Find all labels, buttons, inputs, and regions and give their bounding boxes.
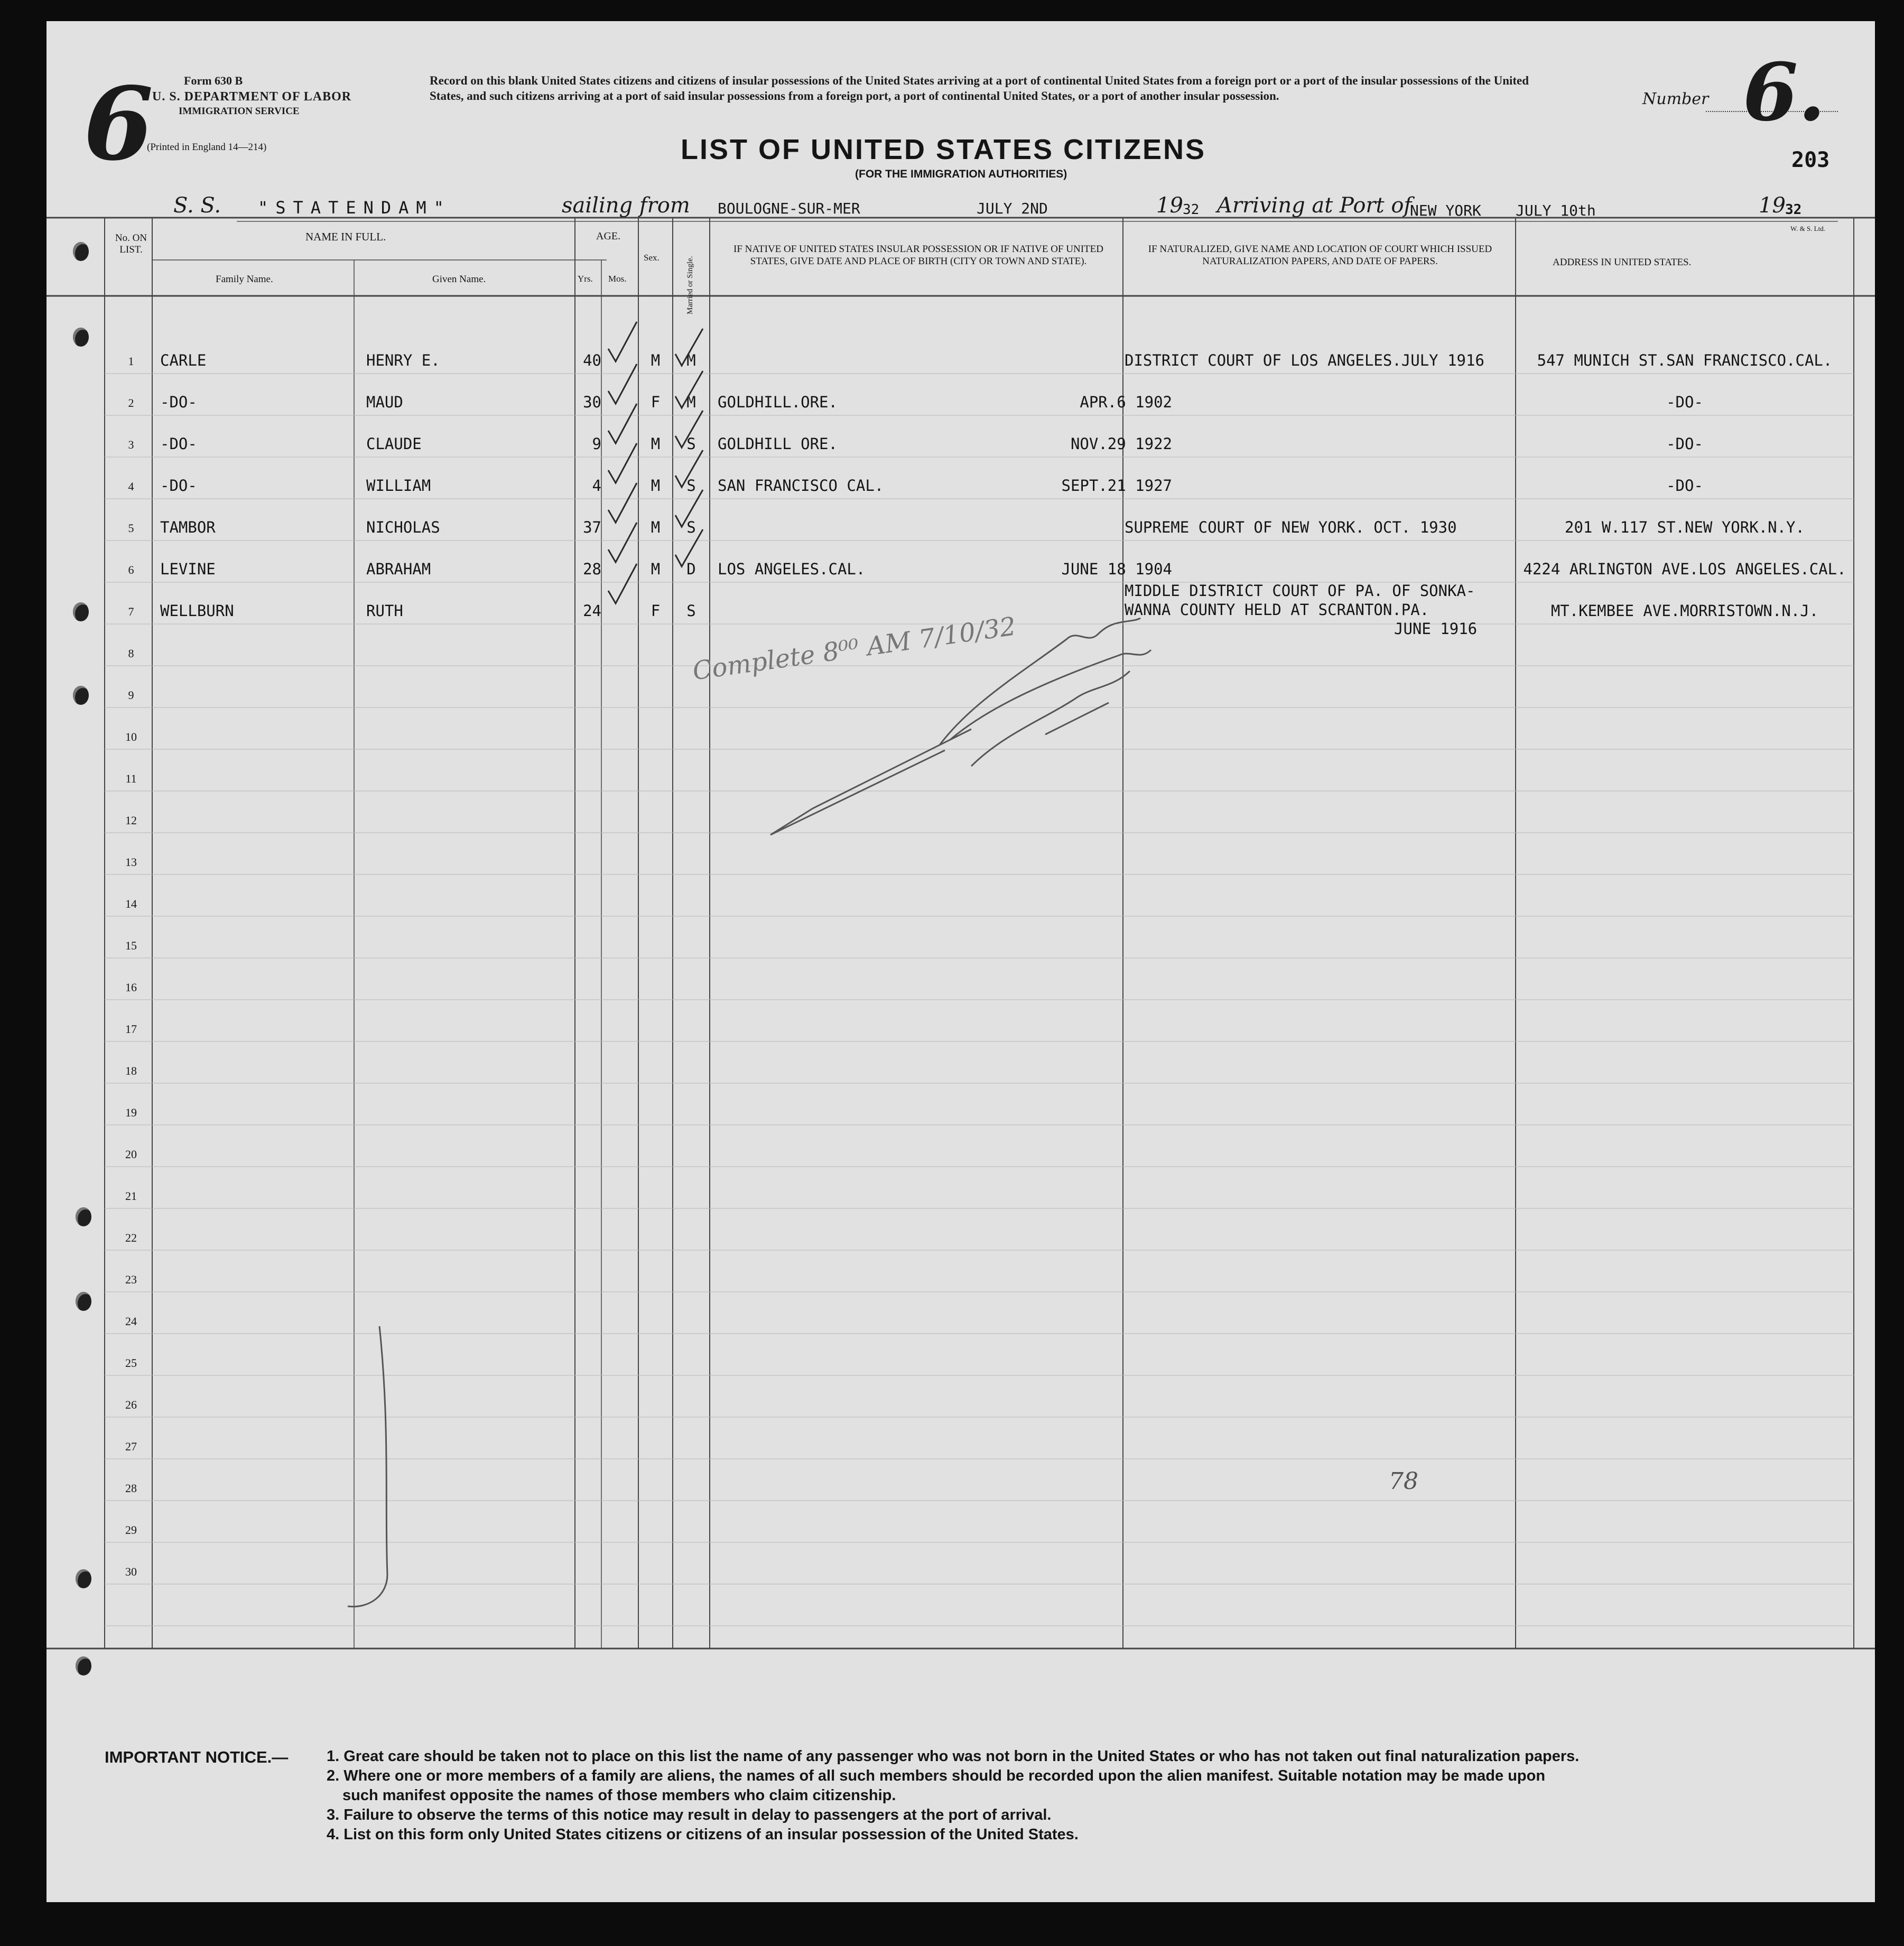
header-naturalized: IF NATURALIZED, GIVE NAME AND LOCATION OF COURT WHICH ISSUED NATURALIZATION PAPERS, AND DATE OF PAPERS. [1148, 244, 1492, 267]
header-yrs: Yrs. [578, 274, 593, 284]
cell-court-line2: WANNA COUNTY HELD AT SCRANTON.PA. [1125, 601, 1429, 619]
instruction-text: Record on this blank United States citizens and citizens of insular possessions of the United States arriving at a port of continental United States from a foreign port or a port of the insular possessions of the United States, and such citizens arriving at a port of said insular possessions from a foreign port, a port of continental United States, or a port of another insular possession. [430, 74, 1529, 103]
header-mos: Mos. [608, 274, 627, 284]
check-marks [47, 21, 1875, 1902]
form-subtitle: (FOR THE IMMIGRATION AUTHORITIES) [855, 168, 1067, 180]
header-given-name: Given Name. [432, 274, 486, 285]
line-number: 19 [125, 1106, 137, 1119]
cell-age: 37 [583, 518, 601, 536]
manifest-sheet [47, 21, 1875, 1902]
form-title: LIST OF UNITED STATES CITIZENS [681, 134, 1206, 165]
cell-given: MAUD [366, 393, 403, 411]
cell-num: 3 [128, 438, 134, 451]
header-address: ADDRESS IN UNITED STATES. [1553, 257, 1692, 268]
cell-sex: F [651, 393, 661, 411]
service-label: IMMIGRATION SERVICE [179, 106, 300, 117]
notice-item-2: 2. Where one or more members of a family are aliens, the names of all such members should be recorded upon the alien manifest. Suitable notation may be made upon [327, 1767, 1546, 1784]
cell-family: WELLBURN [160, 602, 234, 620]
cell-sex: M [651, 351, 661, 369]
cell-address: 4224 ARLINGTON AVE.LOS ANGELES.CAL. [1523, 560, 1846, 578]
binder-hole [76, 1656, 91, 1675]
cell-family: -DO- [160, 393, 197, 411]
line-number: 24 [125, 1315, 137, 1328]
line-number: 20 [125, 1148, 137, 1161]
cell-num: 6 [128, 563, 134, 576]
binder-hole [73, 602, 89, 621]
line-number: 8 [128, 647, 134, 660]
cell-given: ABRAHAM [366, 560, 431, 578]
cell-sex: M [651, 435, 661, 453]
cell-num: 7 [128, 605, 134, 618]
department-label: U. S. DEPARTMENT OF LABOR [152, 90, 352, 104]
cell-ms: D [686, 560, 696, 578]
cell-ms: M [686, 393, 696, 411]
notice-item-2-cont: such manifest opposite the names of those members who claim citizenship. [342, 1787, 896, 1804]
header-age: AGE. [596, 230, 621, 242]
line-number: 23 [125, 1273, 137, 1286]
cell-family: -DO- [160, 477, 197, 495]
cell-num: 2 [128, 396, 134, 409]
cell-sex: M [651, 560, 661, 578]
binder-hole [76, 1292, 91, 1311]
port-to: NEW YORK [1410, 202, 1481, 219]
cell-address: -DO- [1666, 393, 1703, 411]
line-number: 18 [125, 1064, 137, 1077]
cell-birth-place: SAN FRANCISCO CAL. [718, 477, 884, 495]
year-prefix-to: 19 [1759, 193, 1786, 218]
line-number: 21 [125, 1189, 137, 1203]
notice-item-4: 4. List on this form only United States citizens or citizens of an insular possession of the United States. [327, 1826, 1079, 1843]
cell-address: MT.KEMBEE AVE.MORRISTOWN.N.J. [1550, 602, 1819, 620]
cell-address: 201 W.117 ST.NEW YORK.N.Y. [1565, 518, 1805, 536]
binder-hole [73, 328, 89, 347]
line-number: 10 [125, 730, 137, 743]
cell-ms: M [686, 351, 696, 369]
pencil-completion-note: Complete 8⁰⁰ AM 7/10/32 [691, 611, 1018, 686]
printer-mark: W. & S. Ltd. [1790, 225, 1825, 232]
cell-age: 24 [583, 602, 601, 620]
notice-heading: IMPORTANT NOTICE.— [105, 1748, 289, 1766]
binder-hole [73, 686, 89, 705]
stamp-number: 203 [1791, 148, 1830, 172]
date-from: JULY 2ND [977, 200, 1048, 217]
cell-birth-place: GOLDHILL ORE. [718, 435, 838, 453]
cell-birth-date: NOV.29 1922 [1070, 435, 1172, 453]
cell-num: 4 [128, 480, 134, 493]
cell-given: HENRY E. [366, 351, 440, 369]
line-number: 25 [125, 1356, 137, 1370]
header-no: No. ON LIST. [115, 232, 147, 255]
line-number: 13 [125, 855, 137, 869]
line-number: 29 [125, 1523, 137, 1537]
cell-sex: F [651, 602, 661, 620]
corner-number: 6 [83, 65, 154, 183]
line-number: 9 [128, 688, 134, 702]
cell-birth-date: JUNE 18 1904 [1061, 560, 1172, 578]
year-prefix-from: 19 [1156, 193, 1183, 218]
port-from: BOULOGNE-SUR-MER [718, 200, 860, 217]
page-mark: 78 [1389, 1468, 1418, 1495]
cell-ms: S [686, 435, 696, 453]
cell-address: -DO- [1666, 477, 1703, 495]
line-number: 30 [125, 1565, 137, 1578]
cell-given: CLAUDE [366, 435, 422, 453]
form-number: Form 630 B [184, 74, 243, 87]
year-from: 32 [1183, 202, 1200, 218]
cell-address: -DO- [1666, 435, 1703, 453]
cell-family: -DO- [160, 435, 197, 453]
header-name-in-full: NAME IN FULL. [305, 230, 386, 243]
line-number: 26 [125, 1398, 137, 1411]
cell-ms: S [686, 602, 696, 620]
line-number: 14 [125, 897, 137, 910]
binder-hole [76, 1569, 91, 1588]
arriving-label: Arriving at Port of [1217, 193, 1412, 218]
cell-family: CARLE [160, 351, 207, 369]
cell-court: SUPREME COURT OF NEW YORK. OCT. 1930 [1125, 518, 1457, 536]
date-to: JULY 10th [1516, 202, 1596, 219]
notice-item-1: 1. Great care should be taken not to place on this list the name of any passenger who was not born in the United States or who has not taken out final naturalization papers. [327, 1748, 1580, 1765]
binder-hole [73, 242, 89, 261]
cell-address: 547 MUNICH ST.SAN FRANCISCO.CAL. [1537, 351, 1833, 369]
cell-age: 4 [592, 477, 601, 495]
year-to: 32 [1785, 202, 1802, 218]
line-number: 17 [125, 1022, 137, 1036]
cell-court-line3: JUNE 1916 [1394, 620, 1478, 638]
inspector-signature [749, 608, 1183, 851]
header-family-name: Family Name. [216, 274, 273, 285]
pencil-bracket [337, 1321, 401, 1617]
cell-age: 9 [592, 435, 601, 453]
cell-ms: S [686, 477, 696, 495]
cell-given: RUTH [366, 602, 403, 620]
cell-sex: M [651, 477, 661, 495]
sailing-label: sailing from [562, 193, 690, 218]
cell-family: TAMBOR [160, 518, 216, 536]
cell-ms: S [686, 518, 696, 536]
header-married-single: Married or Single. [686, 256, 694, 314]
cell-num: 5 [128, 522, 134, 535]
number-value: 6. [1743, 46, 1826, 139]
ss-label: S. S. [173, 193, 221, 218]
line-number: 16 [125, 981, 137, 994]
cell-family: LEVINE [160, 560, 216, 578]
cell-birth-date: SEPT.21 1927 [1061, 477, 1172, 495]
cell-birth-date: APR.6 1902 [1080, 393, 1172, 411]
cell-birth-place: LOS ANGELES.CAL. [718, 560, 866, 578]
line-number: 28 [125, 1482, 137, 1495]
cell-num: 1 [128, 355, 134, 368]
cell-court: MIDDLE DISTRICT COURT OF PA. OF SONKA- [1125, 582, 1475, 600]
number-label: Number [1642, 90, 1709, 108]
cell-age: 28 [583, 560, 601, 578]
ship-name: "STATENDAM" [258, 198, 451, 218]
line-number: 11 [125, 772, 137, 785]
cell-birth-place: GOLDHILL.ORE. [718, 393, 838, 411]
line-number: 12 [125, 814, 137, 827]
cell-age: 30 [583, 393, 601, 411]
line-number: 22 [125, 1231, 137, 1244]
cell-age: 40 [583, 351, 601, 369]
line-number: 27 [125, 1440, 137, 1453]
header-birth: IF NATIVE OF UNITED STATES INSULAR POSSESSION OR IF NATIVE OF UNITED STATES, GIVE DATE AND PLACE OF BIRTH (CITY OR TOWN AND STATE). [733, 244, 1103, 267]
cell-given: WILLIAM [366, 477, 431, 495]
binder-hole [76, 1207, 91, 1226]
cell-sex: M [651, 518, 661, 536]
line-number: 15 [125, 939, 137, 952]
printed-note: (Printed in England 14—214) [147, 142, 267, 153]
header-sex: Sex. [644, 253, 660, 263]
notice-item-3: 3. Failure to observe the terms of this notice may result in delay to passengers at the port of arrival. [327, 1807, 1052, 1823]
cell-given: NICHOLAS [366, 518, 440, 536]
cell-court: DISTRICT COURT OF LOS ANGELES.JULY 1916 [1125, 351, 1484, 369]
